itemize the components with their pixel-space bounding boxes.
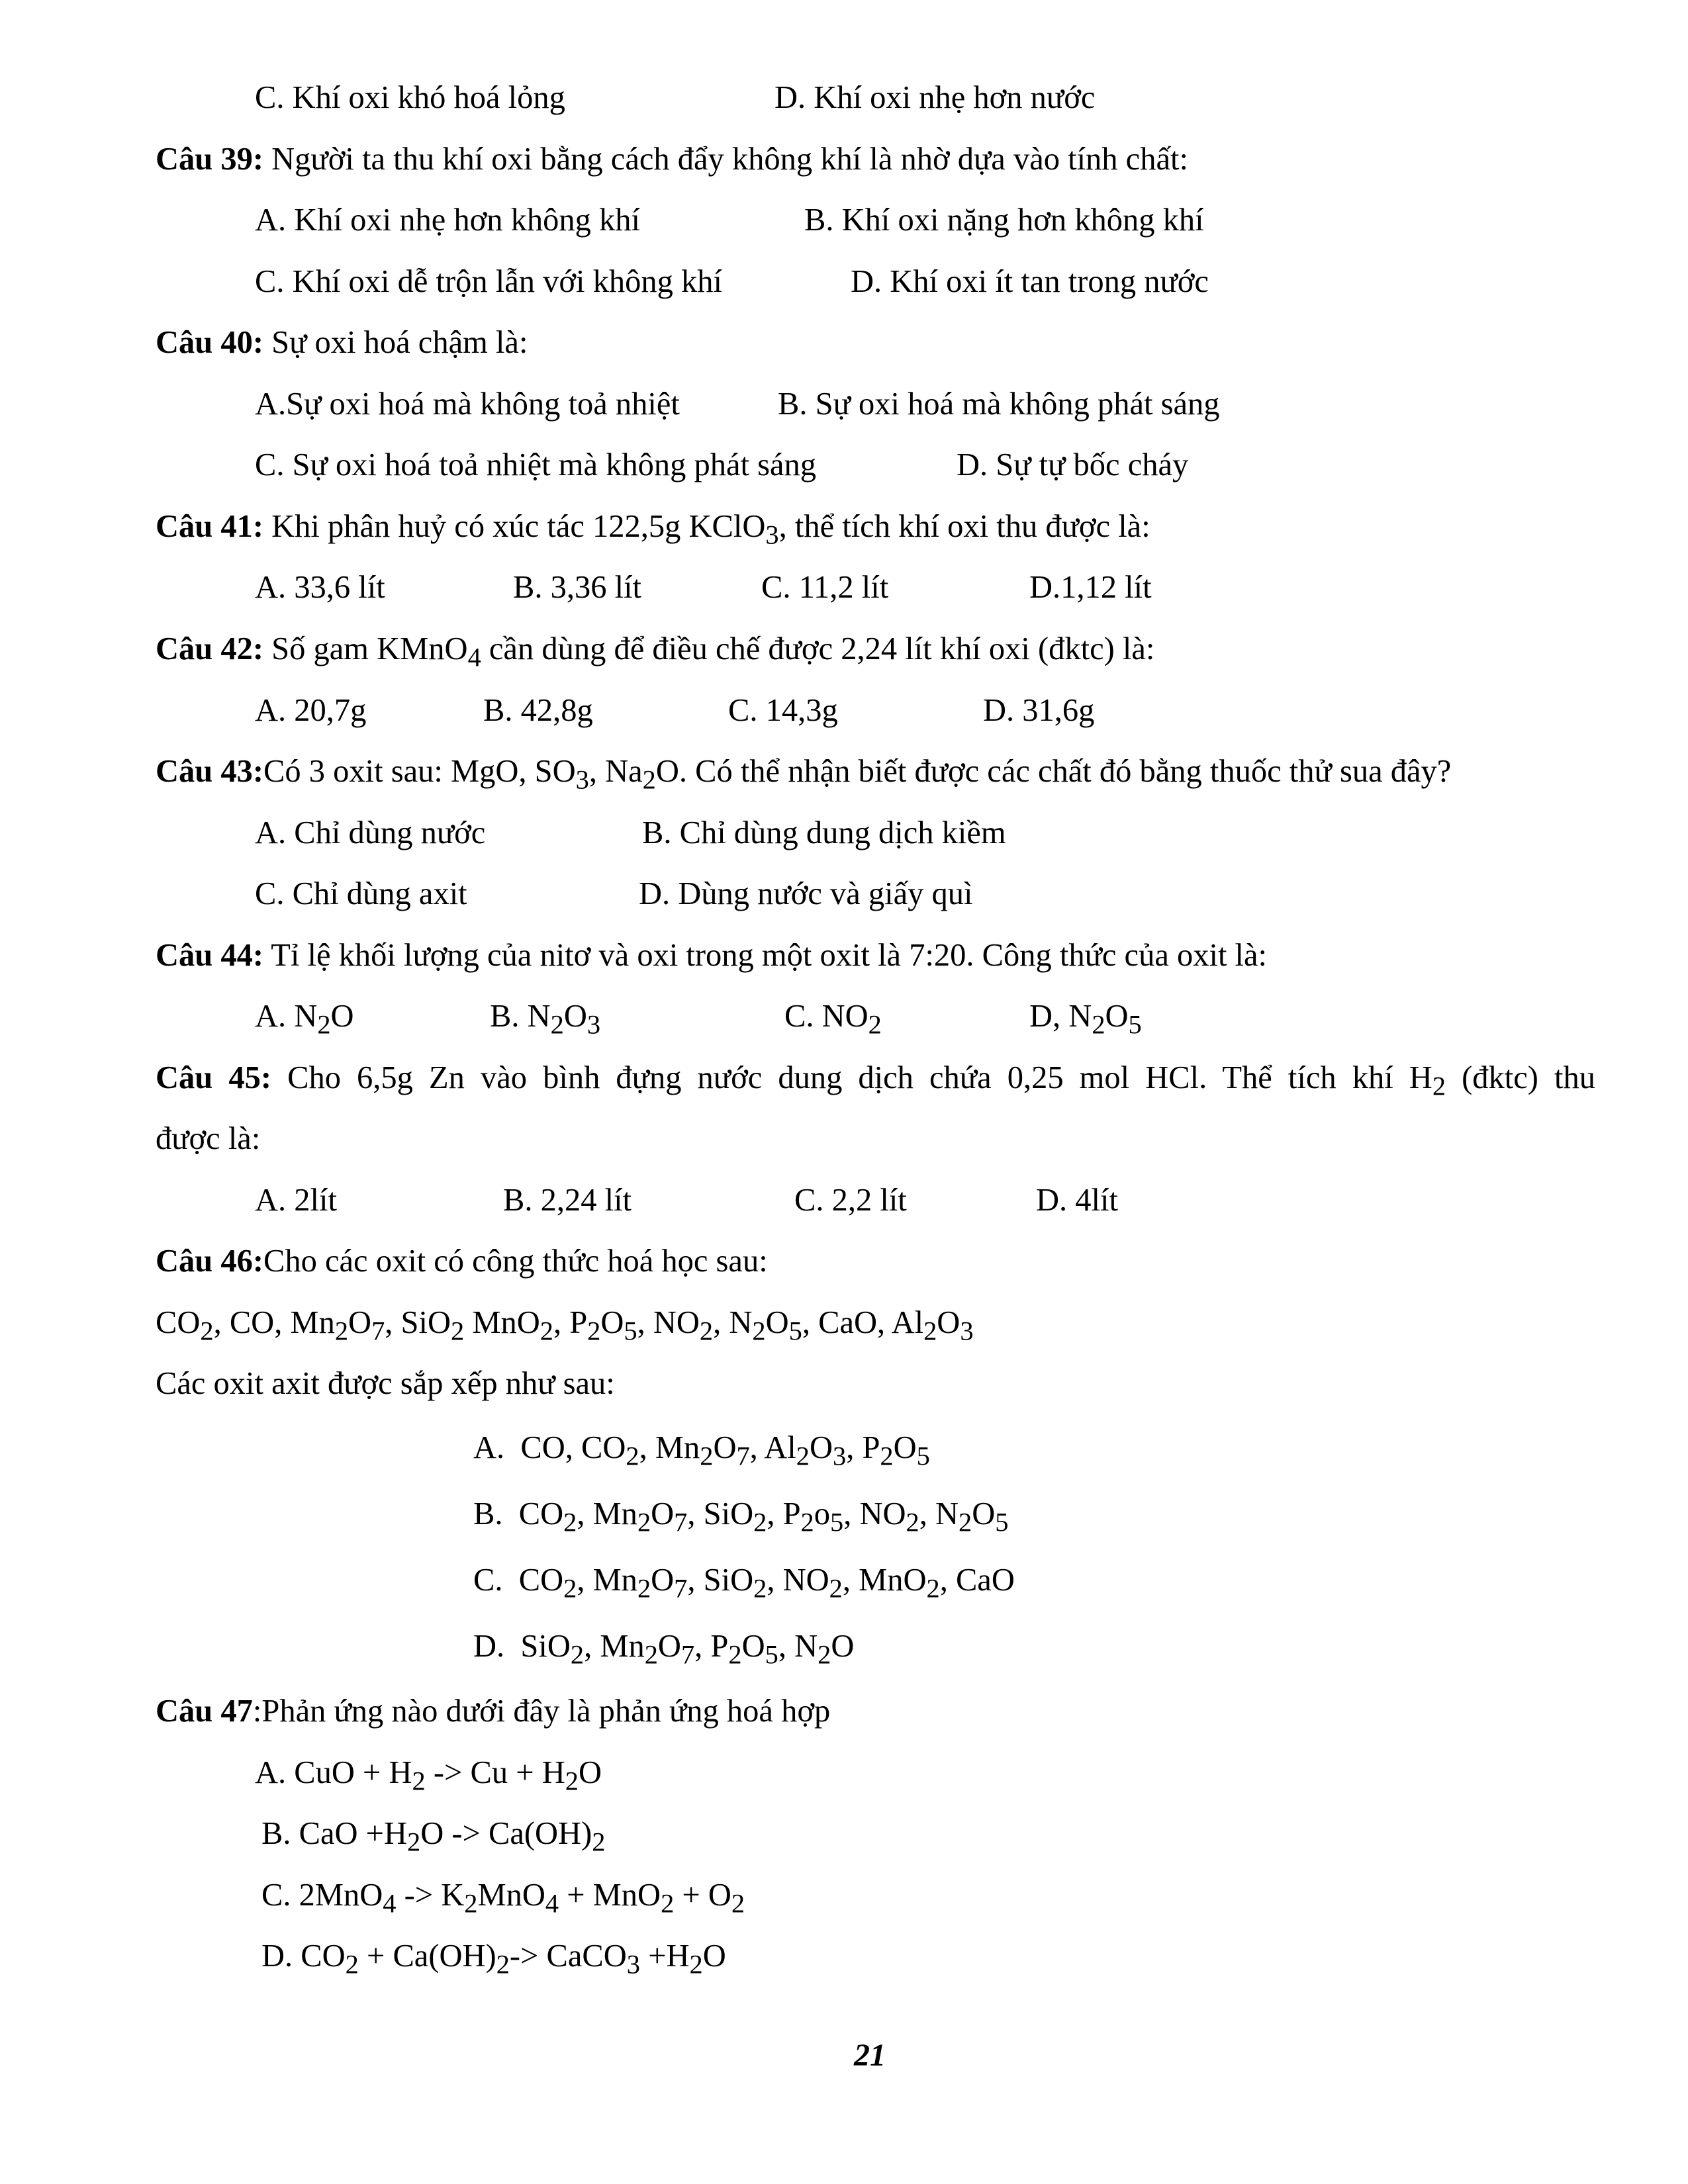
- q45-option-c: C. 2,2 lít: [794, 1183, 907, 1218]
- q44-option-d: D, $N_2O_5$: [1029, 999, 1142, 1040]
- q41-option-b: B. 3,36 lít: [513, 570, 642, 605]
- q42-option-b: B. 42,8g: [483, 693, 593, 728]
- q44-option-a: A. $N_2O$: [255, 999, 354, 1040]
- q41-option-d: D.1,12 lít: [1029, 570, 1152, 605]
- q46-option-a: A. CO, $CO_2$, $Mn_2O_7$, $Al_2O_3$, $P_2O_5$: [473, 1430, 930, 1471]
- q47-option-c: C. $2MnO_4 -> K_2MnO_4 + MnO_2 + O_2$: [261, 1878, 745, 1919]
- q43-question: Câu 43:Có 3 oxit sau: MgO, $SO_3$, $Na_2O$. Có thể nhận biết được các chất đó bằng thuốc thử sua đây?: [156, 754, 1452, 795]
- q43-option-c: C. Chỉ dùng axit: [255, 876, 467, 911]
- q39-option-a: A. Khí oxi nhẹ hơn không khí: [255, 203, 641, 238]
- q43-option-a: A. Chỉ dùng nước: [255, 815, 486, 850]
- q41-option-c: C. 11,2 lít: [761, 570, 889, 605]
- q46-formula-list: $CO_2$, CO, $Mn_2O_7$, SiO$_2$ MnO$_2$, $P_2O_5$, $NO_2$, $N_2O_5$, CaO, $Al_2O_3$: [156, 1305, 974, 1346]
- q39-option-d: D. Khí oxi ít tan trong nước: [851, 264, 1209, 299]
- q45-option-a: A. 2lít: [255, 1183, 337, 1218]
- q47-option-a: A. CuO + $H_2 -> Cu + H_2O$: [255, 1755, 602, 1796]
- q45-option-b: B. 2,24 lít: [503, 1183, 632, 1218]
- q41-question: Câu 41: Khi phân huỷ có xúc tác 122,5g KClO$_3$, thể tích khí oxi thu được là:: [156, 509, 1150, 550]
- q39-option-b: B. Khí oxi nặng hơn không khí: [804, 203, 1204, 238]
- q42-option-c: C. 14,3g: [728, 693, 838, 728]
- q41-option-a: A. 33,6 lít: [255, 570, 385, 605]
- q47-question: Câu 47:Phản ứng nào dưới đây là phản ứng hoá hợp: [156, 1694, 831, 1729]
- q40-option-b: B. Sự oxi hoá mà không phát sáng: [778, 387, 1220, 422]
- q46-option-d: D. SiO$_2$, $Mn_2O_7$, $P_2O_5$, $N_2O$: [473, 1629, 855, 1670]
- q42-question: Câu 42: Số gam KMnO$_4$ cần dùng để điều chế được 2,24 lít khí oxi (đktc) là:: [156, 631, 1155, 672]
- q46-question: Câu 46:Cho các oxit có công thức hoá học sau:: [156, 1244, 768, 1279]
- q39-option-c: C. Khí oxi dễ trộn lẫn với không khí: [255, 264, 722, 299]
- q40-option-d: D. Sự tự bốc cháy: [957, 447, 1189, 482]
- q47-option-b: B. CaO $+H_2O -> Ca(OH)_2$: [261, 1816, 606, 1857]
- q40-option-c: C. Sự oxi hoá toả nhiệt mà không phát sáng: [255, 447, 817, 482]
- q44-option-b: B. $N_2O_3$: [490, 999, 601, 1040]
- q43-option-b: B. Chỉ dùng dung dịch kiềm: [642, 815, 1006, 850]
- q38-option-c: C. Khí oxi khó hoá lỏng: [255, 80, 565, 115]
- q42-option-d: D. 31,6g: [983, 693, 1095, 728]
- q44-option-c: C. $NO_2$: [784, 999, 882, 1040]
- page-number: 21: [854, 2038, 886, 2073]
- q45-question: Câu 45: Cho 6,5g Zn vào bình đựng nước dung dịch chứa 0,25 mol HCl. Thể tích khí $H_2$ (đktc) thu: [156, 1060, 1595, 1101]
- q40-option-a: A.Sự oxi hoá mà không toả nhiệt: [255, 387, 680, 422]
- q43-option-d: D. Dùng nước và giấy quì: [639, 876, 973, 911]
- q38-option-d: D. Khí oxi nhẹ hơn nước: [774, 80, 1096, 115]
- q40-question: Câu 40: Sự oxi hoá chậm là:: [156, 325, 528, 360]
- q47-option-d: D. $CO_2 + Ca(OH)_2->$ CaCO$_3$ $+H_2O$: [261, 1938, 726, 1979]
- q46-option-b: B. $CO_2$, $Mn_2O_7$, SiO$_2$, $P_2o_5$, $NO_2$, $N_2O_5$: [473, 1496, 1009, 1537]
- q44-question: Câu 44: Tỉ lệ khối lượng của nitơ và oxi trong một oxit là 7:20. Công thức của oxit là:: [156, 938, 1268, 973]
- q39-question: Câu 39: Người ta thu khí oxi bằng cách đẩy không khí là nhờ dựa vào tính chất:: [156, 142, 1188, 177]
- q45-question-continued: được là:: [156, 1121, 261, 1156]
- q46-prompt: Các oxit axit được sắp xếp như sau:: [156, 1366, 615, 1401]
- q42-option-a: A. 20,7g: [255, 693, 367, 728]
- q46-option-c: C. $CO_2$, $Mn_2O_7$, SiO$_2$, $NO_2$, MnO$_2$, CaO: [473, 1563, 1015, 1604]
- q45-option-d: D. 4lít: [1036, 1183, 1118, 1218]
